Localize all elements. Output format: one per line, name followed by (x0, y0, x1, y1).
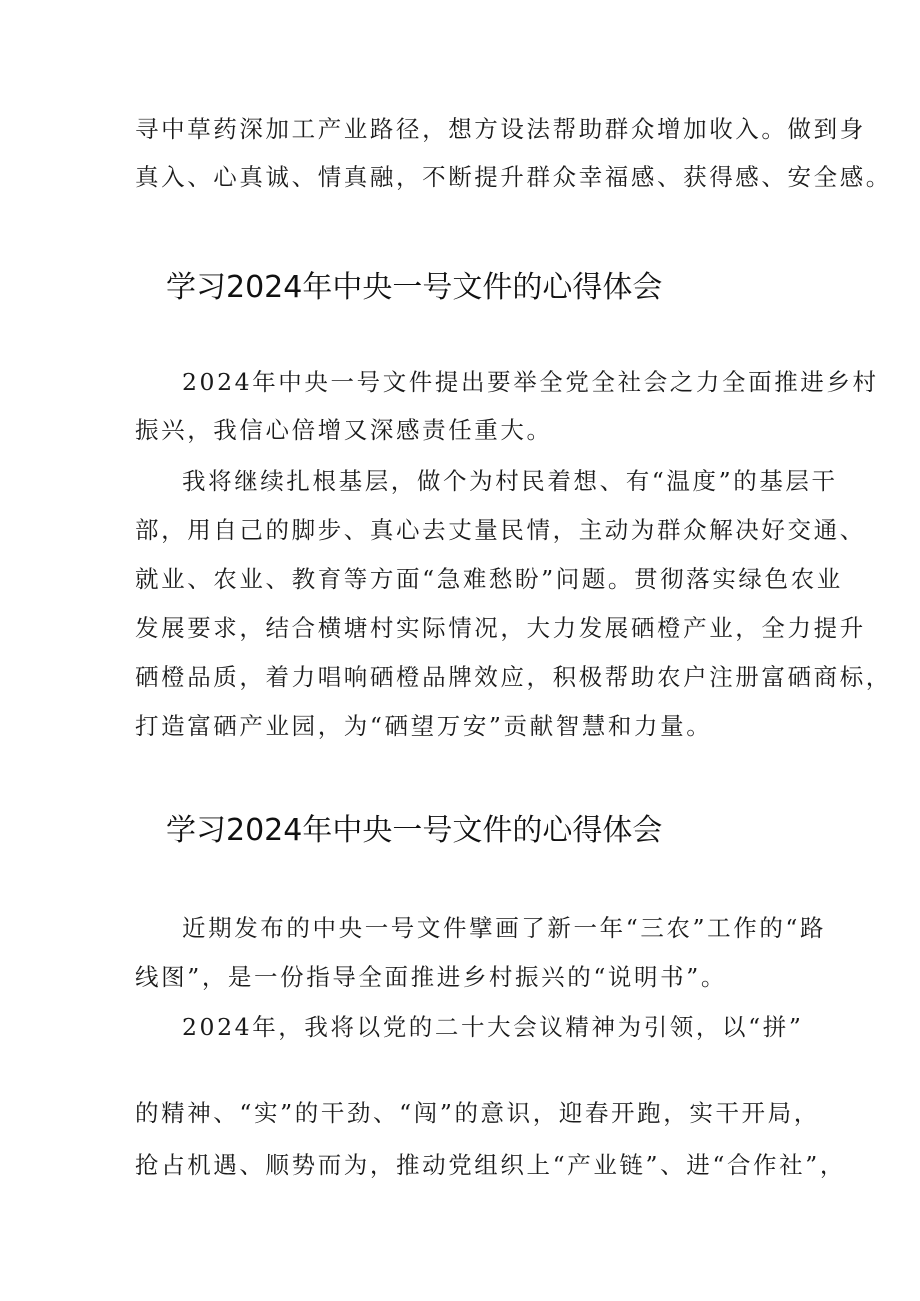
paragraph-line: 就业、农业、教育等方面“急难愁盼”问题。贯彻落实绿色农业 (135, 565, 843, 593)
paragraph-line: 发展要求，结合横塘村实际情况，大力发展硒橙产业，全力提升 (135, 614, 866, 642)
paragraph-line: 我将继续扎根基层，做个为村民着想、有“温度”的基层干 (182, 467, 838, 495)
paragraph-line: 打造富硒产业园，为“硒望万安”贡献智慧和力量。 (135, 712, 713, 740)
paragraph-line: 寻中草药深加工产业路径，想方设法帮助群众增加收入。做到身 (135, 115, 866, 143)
paragraph-line: 近期发布的中央一号文件擘画了新一年“三农”工作的“路 (182, 914, 827, 942)
paragraph-line: 的精神、“实”的干劲、“闯”的意识，迎春开跑，实干开局， (135, 1099, 820, 1127)
paragraph-line: 线图”，是一份指导全面推进乡村振兴的“说明书”。 (135, 963, 727, 991)
paragraph-line: 2024年中央一号文件提出要举全党全社会之力全面推进乡村 (182, 368, 879, 396)
paragraph-line: 抢占机遇、顺势而为，推动党组织上“产业链”、进“合作社”， (135, 1151, 846, 1179)
paragraph-line: 真入、心真诚、情真融，不断提升群众幸福感、获得感、安全感。 (135, 163, 892, 191)
paragraph-line: 硒橙品质，着力唱响硒橙品牌效应，积极帮助农户注册富硒商标， (135, 663, 892, 691)
section-title: 学习2024年中央一号文件的心得体会 (166, 270, 663, 305)
paragraph-line: 振兴，我信心倍增又深感责任重大。 (135, 416, 553, 444)
paragraph-line: 部，用自己的脚步、真心去丈量民情，主动为群众解决好交通、 (135, 516, 866, 544)
paragraph-line: 2024年，我将以党的二十大会议精神为引领，以“拼” (182, 1013, 804, 1041)
section-title: 学习2024年中央一号文件的心得体会 (166, 813, 663, 848)
